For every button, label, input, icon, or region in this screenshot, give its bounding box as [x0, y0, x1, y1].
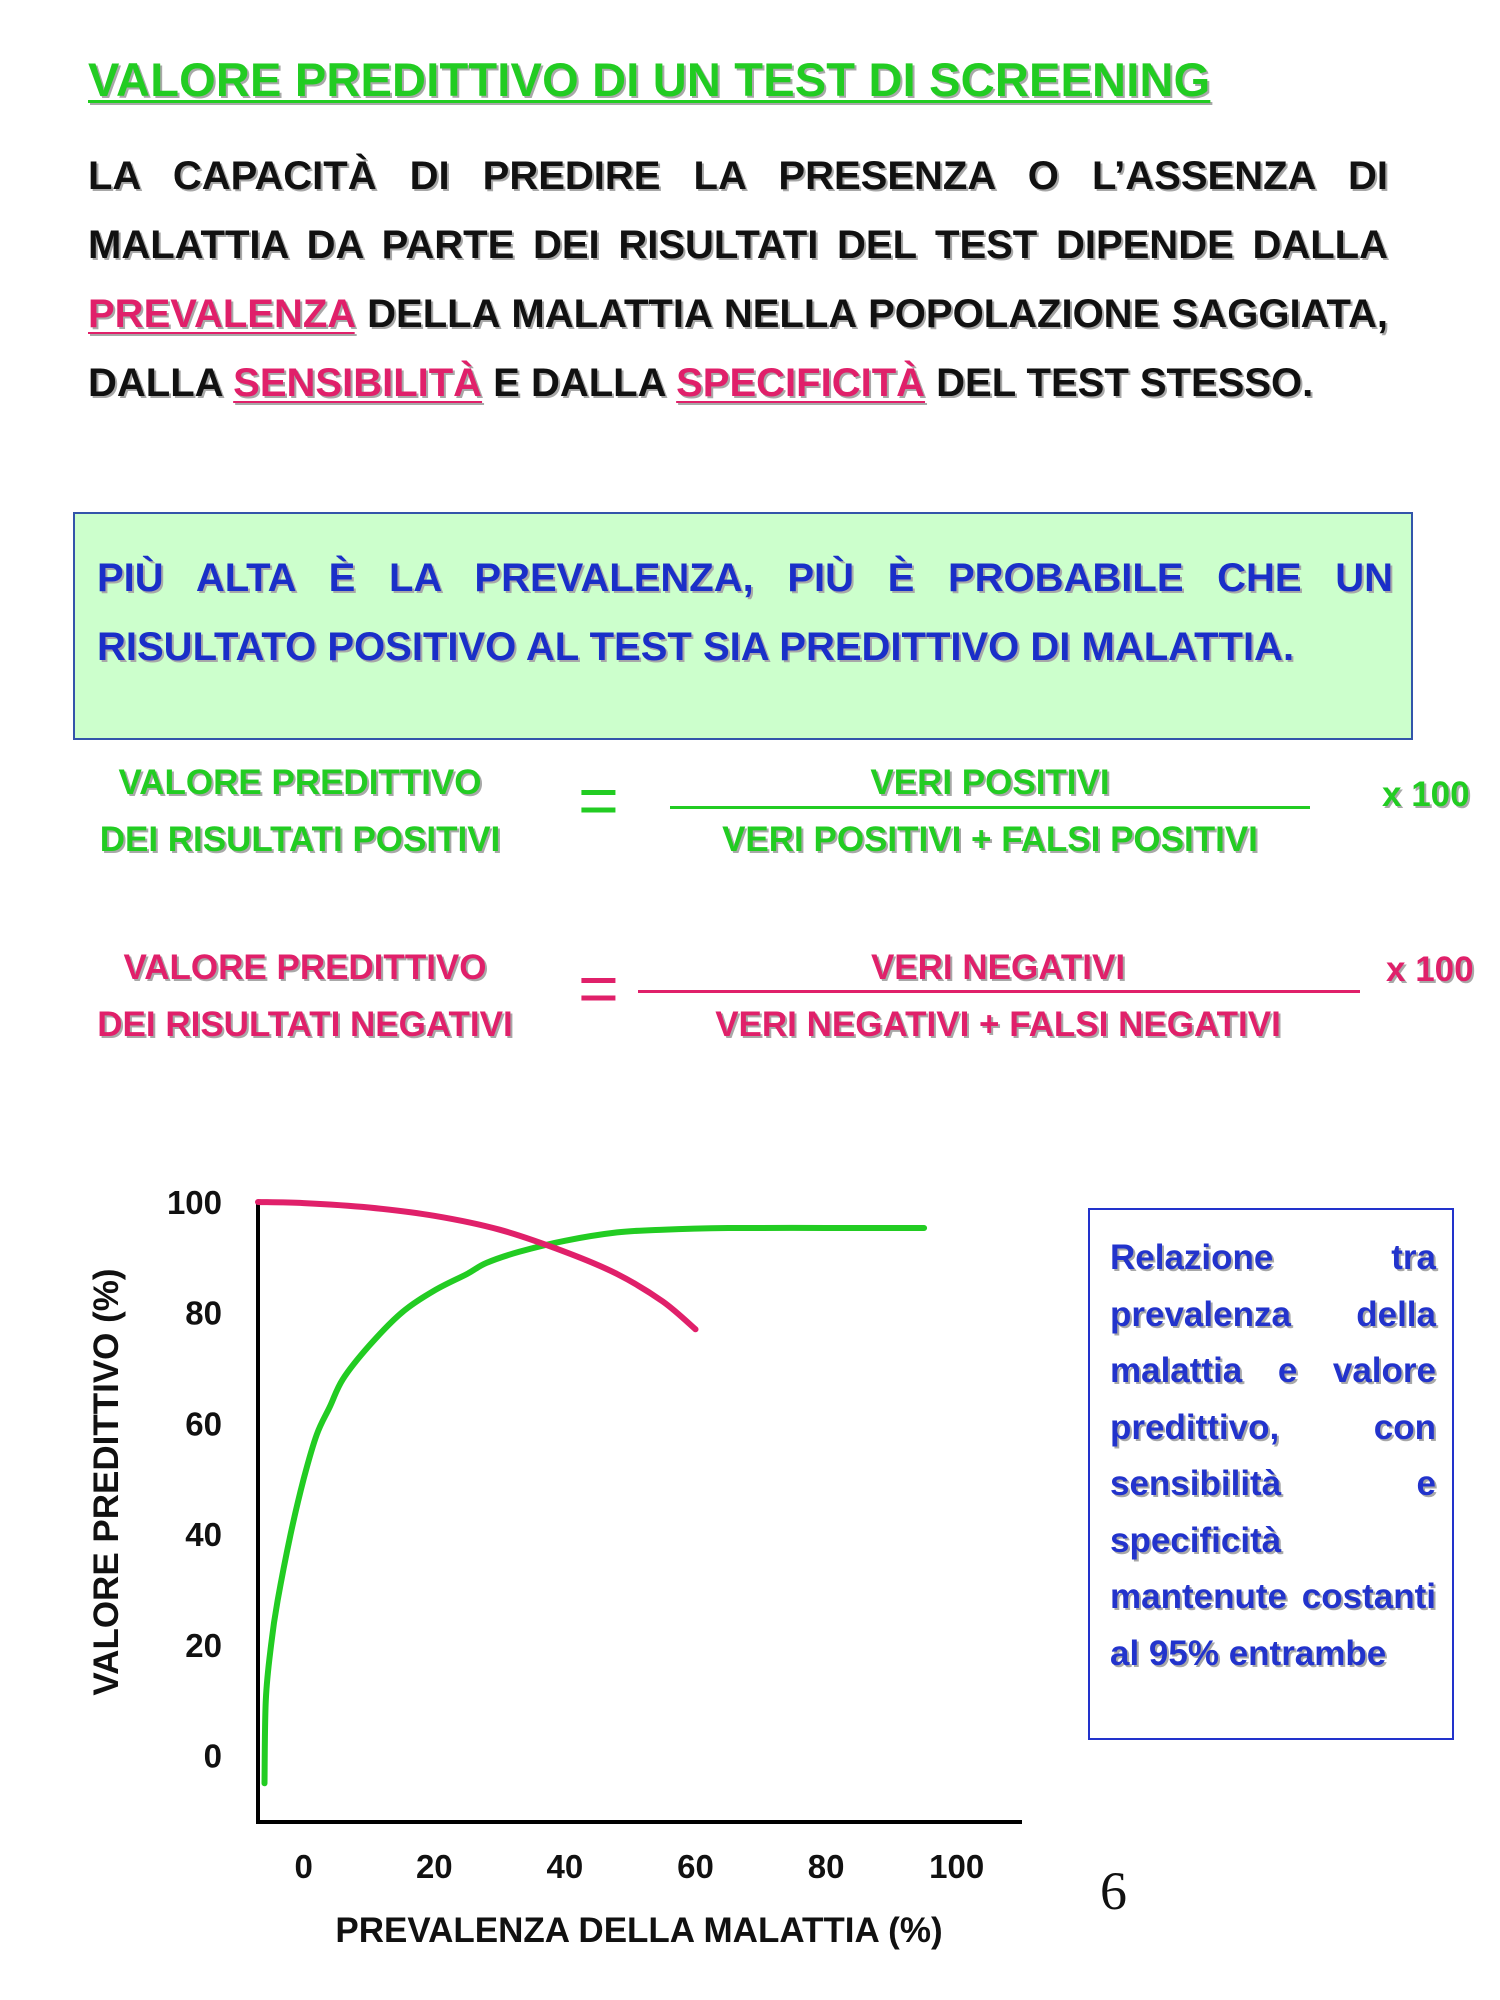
y-tick-label: 60 — [185, 1405, 222, 1443]
y-tick-label: 0 — [203, 1737, 222, 1775]
npv-label-line1: VALORE PREDITTIVO — [123, 948, 487, 987]
y-tick-label: 80 — [185, 1294, 222, 1332]
page-number: 6 — [1100, 1861, 1127, 1921]
series-line-green — [265, 1228, 925, 1783]
intro-text-4: DEL TEST STESSO. — [925, 361, 1314, 405]
callout-text: PIÙ ALTA È LA PREVALENZA, PIÙ È PROBABILE CHE UN RISULTATO POSITIVO AL TEST SIA PREDITTIVO DI MALATTIA. — [97, 556, 1393, 669]
ppv-label-line1: VALORE PREDITTIVO — [118, 763, 482, 802]
ppv-fraction-bar — [670, 806, 1310, 809]
highlight-prevalenza: PREVALENZA — [88, 292, 355, 336]
callout-box — [73, 512, 1413, 740]
x-axis-label: PREVALENZA DELLA MALATTIA (%) — [335, 1911, 943, 1950]
npv-numerator: VERI NEGATIVI — [870, 948, 1126, 987]
npv-label-line2: DEI RISULTATI NEGATIVI — [97, 1005, 513, 1044]
y-tick-label: 20 — [185, 1626, 222, 1664]
chart-note-text: Relazione tra prevalenza della malattia e valore predittivo, con sensibilità e specificità mantenute costanti al 95% entrambe — [1110, 1238, 1436, 1673]
intro-paragraph — [88, 142, 1388, 418]
chart-series — [258, 1202, 924, 1783]
chart-note-box — [1088, 1208, 1454, 1740]
intro-text-3: E DALLA — [482, 361, 677, 405]
npv-multiplier: x 100 — [1386, 950, 1474, 989]
x-tick-label: 100 — [929, 1848, 985, 1885]
ppv-label-line2: DEI RISULTATI POSITIVI — [99, 820, 501, 859]
x-tick-label: 20 — [415, 1848, 453, 1885]
page-title: VALORE PREDITTIVO DI UN TEST DI SCREENING — [88, 53, 1211, 106]
ppv-equals-sign: = — [578, 761, 619, 839]
y-tick-labels — [167, 1184, 222, 1775]
chart-axes — [256, 1202, 1022, 1822]
x-tick-labels — [295, 1848, 985, 1885]
intro-text-1: LA CAPACITÀ DI PREDIRE LA PRESENZA O L’ASSENZA DI MALATTIA DA PARTE DEI RISULTATI DEL TEST DIPENDE DALLA — [88, 154, 1388, 267]
x-tick-label: 40 — [546, 1848, 584, 1885]
highlight-sensibilita: SENSIBILITÀ — [233, 361, 483, 405]
x-tick-label: 80 — [807, 1848, 845, 1885]
y-tick-label: 100 — [166, 1184, 222, 1221]
npv-fraction-bar — [638, 990, 1360, 993]
x-tick-label: 60 — [677, 1848, 714, 1885]
ppv-denominator: VERI POSITIVI + FALSI POSITIVI — [722, 820, 1258, 859]
npv-equals-sign: = — [578, 949, 619, 1027]
intro-text-2: DELLA MALATTIA NELLA POPOLAZIONE SAGGIATA, DALLA — [88, 292, 1388, 405]
npv-denominator: VERI NEGATIVI + FALSI NEGATIVI — [715, 1005, 1281, 1044]
ppv-multiplier: x 100 — [1382, 775, 1470, 814]
ppv-numerator: VERI POSITIVI — [870, 763, 1110, 802]
y-tick-label: 40 — [185, 1516, 222, 1554]
prevalence-chart — [0, 1150, 1080, 1970]
y-axis-label: VALORE PREDITTIVO (%) — [87, 1268, 126, 1696]
x-tick-label: 0 — [294, 1848, 313, 1885]
highlight-specificita: SPECIFICITÀ — [676, 361, 926, 405]
